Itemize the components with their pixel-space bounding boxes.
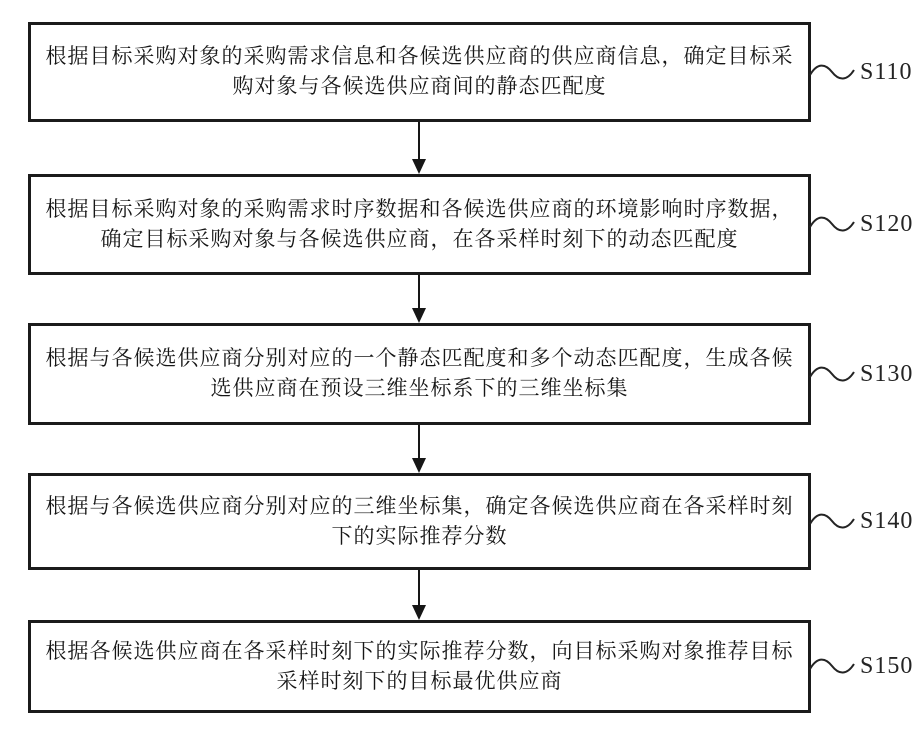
tilde-connector — [808, 363, 856, 387]
step-text-line: 下的实际推荐分数 — [331, 524, 508, 548]
arrow-shaft — [418, 275, 420, 310]
arrow-head — [412, 308, 426, 323]
arrow-shaft — [418, 570, 420, 607]
down-arrow-icon — [411, 275, 427, 323]
step-text-line: 根据与各候选供应商分别对应的一个静态匹配度和多个动态匹配度，生成各候 — [45, 347, 794, 370]
step-text-line: 根据与各候选供应商分别对应的三维坐标集，确定各候选供应商在各采样时刻 — [45, 494, 794, 518]
arrow-shaft — [418, 122, 420, 161]
step-text-line: 根据目标采购对象的采购需求时序数据和各候选供应商的环境影响时序数据， — [45, 197, 794, 221]
arrow-head — [412, 458, 426, 473]
down-arrow-icon — [411, 425, 427, 473]
step-label-s130: S130 — [860, 361, 914, 387]
step-label-s150: S150 — [860, 653, 914, 679]
step-box-s120 — [28, 174, 811, 275]
step-text-line: 选供应商在预设三维坐标系下的三维坐标集 — [210, 377, 629, 400]
down-arrow-icon — [411, 122, 427, 174]
tilde-connector — [808, 213, 856, 237]
tilde-connector — [808, 655, 856, 679]
tilde-connector — [808, 510, 856, 534]
arrow-shaft — [418, 425, 420, 460]
step-label-s120: S120 — [860, 211, 914, 237]
down-arrow-icon — [411, 570, 427, 620]
tilde-connector — [808, 61, 856, 85]
step-box-s110 — [28, 22, 811, 122]
step-text-line: 确定目标采购对象与各候选供应商，在各采样时刻下的动态匹配度 — [100, 227, 739, 251]
step-label-s110: S110 — [860, 59, 913, 85]
step-text-line: 采样时刻下的目标最优供应商 — [276, 669, 563, 693]
step-box-s140 — [28, 473, 811, 570]
arrow-head — [412, 159, 426, 174]
arrow-head — [412, 605, 426, 620]
step-box-s130 — [28, 323, 811, 425]
step-label-s140: S140 — [860, 508, 914, 534]
step-box-s150 — [28, 620, 811, 713]
step-text-line: 根据目标采购对象的采购需求信息和各候选供应商的供应商信息，确定目标采 — [45, 45, 794, 68]
step-text-line: 根据各候选供应商在各采样时刻下的实际推荐分数，向目标采购对象推荐目标 — [45, 639, 794, 663]
step-text-line: 购对象与各候选供应商间的静态匹配度 — [232, 75, 607, 98]
